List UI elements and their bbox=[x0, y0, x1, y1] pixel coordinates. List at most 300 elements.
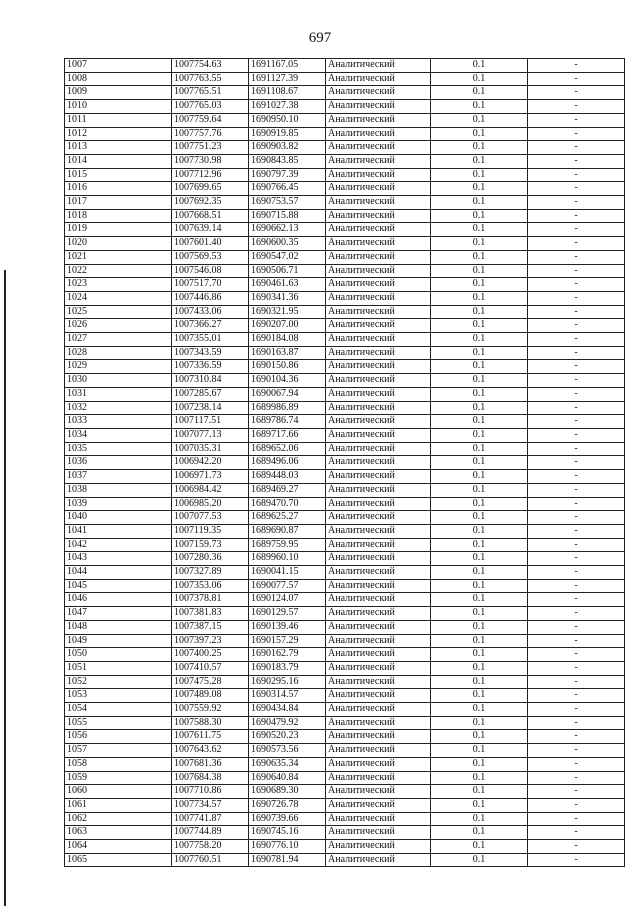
x-coordinate-cell: 1007754.63 bbox=[172, 59, 249, 73]
method-cell: Аналитический bbox=[326, 497, 431, 511]
x-coordinate-cell: 1007353.06 bbox=[172, 579, 249, 593]
y-coordinate-cell: 1690129.57 bbox=[249, 607, 326, 621]
note-cell: - bbox=[528, 72, 625, 86]
x-coordinate-cell: 1007400.25 bbox=[172, 648, 249, 662]
error-cell: 0.1 bbox=[431, 86, 528, 100]
y-coordinate-cell: 1690766.45 bbox=[249, 182, 326, 196]
method-cell: Аналитический bbox=[326, 100, 431, 114]
error-cell: 0.1 bbox=[431, 250, 528, 264]
method-cell: Аналитический bbox=[326, 305, 431, 319]
point-number-cell: 1013 bbox=[65, 141, 172, 155]
x-coordinate-cell: 1007588.30 bbox=[172, 716, 249, 730]
x-coordinate-cell: 1007336.59 bbox=[172, 360, 249, 374]
method-cell: Аналитический bbox=[326, 524, 431, 538]
error-cell: 0.1 bbox=[431, 566, 528, 580]
note-cell: - bbox=[528, 456, 625, 470]
table-row bbox=[65, 483, 625, 497]
point-number-cell: 1025 bbox=[65, 305, 172, 319]
error-cell: 0.1 bbox=[431, 607, 528, 621]
note-cell: - bbox=[528, 798, 625, 812]
note-cell: - bbox=[528, 237, 625, 251]
error-cell: 0.1 bbox=[431, 182, 528, 196]
note-cell: - bbox=[528, 511, 625, 525]
point-number-cell: 1056 bbox=[65, 730, 172, 744]
x-coordinate-cell: 1007559.92 bbox=[172, 703, 249, 717]
error-cell: 0.1 bbox=[431, 785, 528, 799]
error-cell: 0.1 bbox=[431, 771, 528, 785]
method-cell: Аналитический bbox=[326, 250, 431, 264]
x-coordinate-cell: 1007763.55 bbox=[172, 72, 249, 86]
y-coordinate-cell: 1689786.74 bbox=[249, 415, 326, 429]
x-coordinate-cell: 1007759.64 bbox=[172, 113, 249, 127]
table-row bbox=[65, 524, 625, 538]
y-coordinate-cell: 1690207.00 bbox=[249, 319, 326, 333]
error-cell: 0.1 bbox=[431, 730, 528, 744]
note-cell: - bbox=[528, 264, 625, 278]
point-number-cell: 1046 bbox=[65, 593, 172, 607]
x-coordinate-cell: 1007410.57 bbox=[172, 661, 249, 675]
method-cell: Аналитический bbox=[326, 154, 431, 168]
method-cell: Аналитический bbox=[326, 826, 431, 840]
y-coordinate-cell: 1691127.39 bbox=[249, 72, 326, 86]
note-cell: - bbox=[528, 415, 625, 429]
table-row bbox=[65, 716, 625, 730]
point-number-cell: 1048 bbox=[65, 620, 172, 634]
error-cell: 0.1 bbox=[431, 387, 528, 401]
error-cell: 0.1 bbox=[431, 100, 528, 114]
x-coordinate-cell: 1007119.35 bbox=[172, 524, 249, 538]
table-row bbox=[65, 442, 625, 456]
y-coordinate-cell: 1689986.89 bbox=[249, 401, 326, 415]
table-row bbox=[65, 360, 625, 374]
point-number-cell: 1018 bbox=[65, 209, 172, 223]
point-number-cell: 1039 bbox=[65, 497, 172, 511]
method-cell: Аналитический bbox=[326, 579, 431, 593]
point-number-cell: 1060 bbox=[65, 785, 172, 799]
y-coordinate-cell: 1690184.08 bbox=[249, 333, 326, 347]
point-number-cell: 1064 bbox=[65, 840, 172, 854]
table-row bbox=[65, 648, 625, 662]
point-number-cell: 1043 bbox=[65, 552, 172, 566]
method-cell: Аналитический bbox=[326, 538, 431, 552]
y-coordinate-cell: 1691108.67 bbox=[249, 86, 326, 100]
method-cell: Аналитический bbox=[326, 346, 431, 360]
x-coordinate-cell: 1007397.23 bbox=[172, 634, 249, 648]
x-coordinate-cell: 1007310.84 bbox=[172, 374, 249, 388]
error-cell: 0.1 bbox=[431, 442, 528, 456]
table-row bbox=[65, 607, 625, 621]
note-cell: - bbox=[528, 566, 625, 580]
table-row bbox=[65, 840, 625, 854]
error-cell: 0.1 bbox=[431, 812, 528, 826]
x-coordinate-cell: 1007035.31 bbox=[172, 442, 249, 456]
point-number-cell: 1038 bbox=[65, 483, 172, 497]
error-cell: 0.1 bbox=[431, 127, 528, 141]
point-number-cell: 1037 bbox=[65, 470, 172, 484]
x-coordinate-cell: 1007611.75 bbox=[172, 730, 249, 744]
y-coordinate-cell: 1690520.23 bbox=[249, 730, 326, 744]
point-number-cell: 1052 bbox=[65, 675, 172, 689]
y-coordinate-cell: 1689469.27 bbox=[249, 483, 326, 497]
y-coordinate-cell: 1690314.57 bbox=[249, 689, 326, 703]
table-row bbox=[65, 620, 625, 634]
y-coordinate-cell: 1690150.86 bbox=[249, 360, 326, 374]
error-cell: 0.1 bbox=[431, 305, 528, 319]
method-cell: Аналитический bbox=[326, 264, 431, 278]
x-coordinate-cell: 1007433.06 bbox=[172, 305, 249, 319]
x-coordinate-cell: 1007760.51 bbox=[172, 853, 249, 867]
method-cell: Аналитический bbox=[326, 223, 431, 237]
y-coordinate-cell: 1689759.95 bbox=[249, 538, 326, 552]
x-coordinate-cell: 1007730.98 bbox=[172, 154, 249, 168]
method-cell: Аналитический bbox=[326, 716, 431, 730]
point-number-cell: 1022 bbox=[65, 264, 172, 278]
error-cell: 0.1 bbox=[431, 798, 528, 812]
error-cell: 0.1 bbox=[431, 675, 528, 689]
method-cell: Аналитический bbox=[326, 319, 431, 333]
error-cell: 0.1 bbox=[431, 168, 528, 182]
x-coordinate-cell: 1007684.38 bbox=[172, 771, 249, 785]
y-coordinate-cell: 1690600.35 bbox=[249, 237, 326, 251]
note-cell: - bbox=[528, 113, 625, 127]
error-cell: 0.1 bbox=[431, 333, 528, 347]
x-coordinate-cell: 1007765.03 bbox=[172, 100, 249, 114]
method-cell: Аналитический bbox=[326, 415, 431, 429]
x-coordinate-cell: 1007355.01 bbox=[172, 333, 249, 347]
note-cell: - bbox=[528, 703, 625, 717]
method-cell: Аналитический bbox=[326, 86, 431, 100]
x-coordinate-cell: 1007601.40 bbox=[172, 237, 249, 251]
y-coordinate-cell: 1690434.84 bbox=[249, 703, 326, 717]
point-number-cell: 1020 bbox=[65, 237, 172, 251]
error-cell: 0.1 bbox=[431, 72, 528, 86]
x-coordinate-cell: 1007741.87 bbox=[172, 812, 249, 826]
x-coordinate-cell: 1007159.73 bbox=[172, 538, 249, 552]
table-row bbox=[65, 168, 625, 182]
point-number-cell: 1041 bbox=[65, 524, 172, 538]
x-coordinate-cell: 1007668.51 bbox=[172, 209, 249, 223]
error-cell: 0.1 bbox=[431, 113, 528, 127]
method-cell: Аналитический bbox=[326, 853, 431, 867]
note-cell: - bbox=[528, 552, 625, 566]
note-cell: - bbox=[528, 538, 625, 552]
x-coordinate-cell: 1007446.86 bbox=[172, 291, 249, 305]
note-cell: - bbox=[528, 593, 625, 607]
x-coordinate-cell: 1007744.89 bbox=[172, 826, 249, 840]
table-body bbox=[65, 59, 625, 867]
point-number-cell: 1009 bbox=[65, 86, 172, 100]
x-coordinate-cell: 1007758.20 bbox=[172, 840, 249, 854]
error-cell: 0.1 bbox=[431, 757, 528, 771]
y-coordinate-cell: 1690295.16 bbox=[249, 675, 326, 689]
method-cell: Аналитический bbox=[326, 333, 431, 347]
x-coordinate-cell: 1007489.08 bbox=[172, 689, 249, 703]
y-coordinate-cell: 1690573.56 bbox=[249, 744, 326, 758]
y-coordinate-cell: 1690077.57 bbox=[249, 579, 326, 593]
table-row bbox=[65, 100, 625, 114]
method-cell: Аналитический bbox=[326, 360, 431, 374]
point-number-cell: 1030 bbox=[65, 374, 172, 388]
method-cell: Аналитический bbox=[326, 566, 431, 580]
error-cell: 0.1 bbox=[431, 428, 528, 442]
table-row bbox=[65, 86, 625, 100]
table-row bbox=[65, 223, 625, 237]
y-coordinate-cell: 1690903.82 bbox=[249, 141, 326, 155]
error-cell: 0.1 bbox=[431, 415, 528, 429]
x-coordinate-cell: 1007712.96 bbox=[172, 168, 249, 182]
error-cell: 0.1 bbox=[431, 826, 528, 840]
error-cell: 0.1 bbox=[431, 511, 528, 525]
table-row bbox=[65, 771, 625, 785]
table-row bbox=[65, 401, 625, 415]
point-number-cell: 1051 bbox=[65, 661, 172, 675]
y-coordinate-cell: 1690843.85 bbox=[249, 154, 326, 168]
x-coordinate-cell: 1007734.57 bbox=[172, 798, 249, 812]
error-cell: 0.1 bbox=[431, 703, 528, 717]
x-coordinate-cell: 1007280.36 bbox=[172, 552, 249, 566]
error-cell: 0.1 bbox=[431, 237, 528, 251]
point-number-cell: 1061 bbox=[65, 798, 172, 812]
y-coordinate-cell: 1689470.70 bbox=[249, 497, 326, 511]
y-coordinate-cell: 1690461.63 bbox=[249, 278, 326, 292]
point-number-cell: 1011 bbox=[65, 113, 172, 127]
table-row bbox=[65, 757, 625, 771]
y-coordinate-cell: 1691027.38 bbox=[249, 100, 326, 114]
error-cell: 0.1 bbox=[431, 593, 528, 607]
table-row bbox=[65, 113, 625, 127]
table-row bbox=[65, 182, 625, 196]
point-number-cell: 1014 bbox=[65, 154, 172, 168]
point-number-cell: 1065 bbox=[65, 853, 172, 867]
point-number-cell: 1024 bbox=[65, 291, 172, 305]
method-cell: Аналитический bbox=[326, 168, 431, 182]
table-row bbox=[65, 305, 625, 319]
method-cell: Аналитический bbox=[326, 620, 431, 634]
page-number: 697 bbox=[308, 30, 332, 46]
x-coordinate-cell: 1007285.67 bbox=[172, 387, 249, 401]
note-cell: - bbox=[528, 716, 625, 730]
table-row bbox=[65, 141, 625, 155]
table-row bbox=[65, 703, 625, 717]
y-coordinate-cell: 1690739.66 bbox=[249, 812, 326, 826]
table-row bbox=[65, 154, 625, 168]
y-coordinate-cell: 1690506.71 bbox=[249, 264, 326, 278]
method-cell: Аналитический bbox=[326, 744, 431, 758]
table-row bbox=[65, 346, 625, 360]
note-cell: - bbox=[528, 333, 625, 347]
error-cell: 0.1 bbox=[431, 853, 528, 867]
point-number-cell: 1029 bbox=[65, 360, 172, 374]
note-cell: - bbox=[528, 607, 625, 621]
method-cell: Аналитический bbox=[326, 209, 431, 223]
method-cell: Аналитический bbox=[326, 127, 431, 141]
point-number-cell: 1031 bbox=[65, 387, 172, 401]
note-cell: - bbox=[528, 59, 625, 73]
point-number-cell: 1049 bbox=[65, 634, 172, 648]
point-number-cell: 1054 bbox=[65, 703, 172, 717]
table-row bbox=[65, 59, 625, 73]
table-row bbox=[65, 661, 625, 675]
note-cell: - bbox=[528, 470, 625, 484]
method-cell: Аналитический bbox=[326, 634, 431, 648]
note-cell: - bbox=[528, 744, 625, 758]
note-cell: - bbox=[528, 442, 625, 456]
point-number-cell: 1057 bbox=[65, 744, 172, 758]
point-number-cell: 1023 bbox=[65, 278, 172, 292]
y-coordinate-cell: 1689652.06 bbox=[249, 442, 326, 456]
table-row bbox=[65, 634, 625, 648]
y-coordinate-cell: 1689690.87 bbox=[249, 524, 326, 538]
y-coordinate-cell: 1689496.06 bbox=[249, 456, 326, 470]
y-coordinate-cell: 1690689.30 bbox=[249, 785, 326, 799]
y-coordinate-cell: 1690321.95 bbox=[249, 305, 326, 319]
y-coordinate-cell: 1689625.27 bbox=[249, 511, 326, 525]
point-number-cell: 1027 bbox=[65, 333, 172, 347]
method-cell: Аналитический bbox=[326, 428, 431, 442]
error-cell: 0.1 bbox=[431, 278, 528, 292]
method-cell: Аналитический bbox=[326, 703, 431, 717]
y-coordinate-cell: 1690067.94 bbox=[249, 387, 326, 401]
table-row bbox=[65, 552, 625, 566]
error-cell: 0.1 bbox=[431, 620, 528, 634]
x-coordinate-cell: 1007387.15 bbox=[172, 620, 249, 634]
x-coordinate-cell: 1007366.27 bbox=[172, 319, 249, 333]
method-cell: Аналитический bbox=[326, 456, 431, 470]
method-cell: Аналитический bbox=[326, 689, 431, 703]
method-cell: Аналитический bbox=[326, 483, 431, 497]
error-cell: 0.1 bbox=[431, 360, 528, 374]
note-cell: - bbox=[528, 346, 625, 360]
x-coordinate-cell: 1007710.86 bbox=[172, 785, 249, 799]
table-row bbox=[65, 415, 625, 429]
method-cell: Аналитический bbox=[326, 470, 431, 484]
error-cell: 0.1 bbox=[431, 634, 528, 648]
method-cell: Аналитический bbox=[326, 387, 431, 401]
table-row bbox=[65, 579, 625, 593]
y-coordinate-cell: 1690919.85 bbox=[249, 127, 326, 141]
y-coordinate-cell: 1690124.07 bbox=[249, 593, 326, 607]
method-cell: Аналитический bbox=[326, 552, 431, 566]
note-cell: - bbox=[528, 154, 625, 168]
method-cell: Аналитический bbox=[326, 511, 431, 525]
binding-margin-line bbox=[4, 270, 6, 906]
note-cell: - bbox=[528, 374, 625, 388]
method-cell: Аналитический bbox=[326, 182, 431, 196]
x-coordinate-cell: 1007765.51 bbox=[172, 86, 249, 100]
point-number-cell: 1059 bbox=[65, 771, 172, 785]
method-cell: Аналитический bbox=[326, 675, 431, 689]
table-row bbox=[65, 456, 625, 470]
y-coordinate-cell: 1691167.05 bbox=[249, 59, 326, 73]
point-number-cell: 1021 bbox=[65, 250, 172, 264]
method-cell: Аналитический bbox=[326, 291, 431, 305]
x-coordinate-cell: 1006985.20 bbox=[172, 497, 249, 511]
x-coordinate-cell: 1007569.53 bbox=[172, 250, 249, 264]
note-cell: - bbox=[528, 127, 625, 141]
point-number-cell: 1040 bbox=[65, 511, 172, 525]
note-cell: - bbox=[528, 141, 625, 155]
x-coordinate-cell: 1007327.89 bbox=[172, 566, 249, 580]
x-coordinate-cell: 1007378.81 bbox=[172, 593, 249, 607]
table-row bbox=[65, 374, 625, 388]
error-cell: 0.1 bbox=[431, 661, 528, 675]
point-number-cell: 1053 bbox=[65, 689, 172, 703]
table-row bbox=[65, 730, 625, 744]
x-coordinate-cell: 1007643.62 bbox=[172, 744, 249, 758]
note-cell: - bbox=[528, 401, 625, 415]
method-cell: Аналитический bbox=[326, 72, 431, 86]
point-number-cell: 1026 bbox=[65, 319, 172, 333]
note-cell: - bbox=[528, 840, 625, 854]
method-cell: Аналитический bbox=[326, 840, 431, 854]
error-cell: 0.1 bbox=[431, 223, 528, 237]
table-row bbox=[65, 826, 625, 840]
error-cell: 0.1 bbox=[431, 648, 528, 662]
method-cell: Аналитический bbox=[326, 771, 431, 785]
table-row bbox=[65, 566, 625, 580]
note-cell: - bbox=[528, 86, 625, 100]
note-cell: - bbox=[528, 483, 625, 497]
point-number-cell: 1012 bbox=[65, 127, 172, 141]
note-cell: - bbox=[528, 812, 625, 826]
table-row bbox=[65, 278, 625, 292]
table-row bbox=[65, 812, 625, 826]
table-row bbox=[65, 264, 625, 278]
x-coordinate-cell: 1007699.65 bbox=[172, 182, 249, 196]
y-coordinate-cell: 1690715.88 bbox=[249, 209, 326, 223]
note-cell: - bbox=[528, 648, 625, 662]
point-number-cell: 1032 bbox=[65, 401, 172, 415]
y-coordinate-cell: 1690162.79 bbox=[249, 648, 326, 662]
point-number-cell: 1016 bbox=[65, 182, 172, 196]
note-cell: - bbox=[528, 771, 625, 785]
point-number-cell: 1055 bbox=[65, 716, 172, 730]
note-cell: - bbox=[528, 524, 625, 538]
error-cell: 0.1 bbox=[431, 319, 528, 333]
error-cell: 0.1 bbox=[431, 59, 528, 73]
method-cell: Аналитический bbox=[326, 798, 431, 812]
note-cell: - bbox=[528, 689, 625, 703]
point-number-cell: 1063 bbox=[65, 826, 172, 840]
note-cell: - bbox=[528, 196, 625, 210]
note-cell: - bbox=[528, 387, 625, 401]
y-coordinate-cell: 1690950.10 bbox=[249, 113, 326, 127]
method-cell: Аналитический bbox=[326, 442, 431, 456]
method-cell: Аналитический bbox=[326, 196, 431, 210]
table-row bbox=[65, 470, 625, 484]
x-coordinate-cell: 1007751.23 bbox=[172, 141, 249, 155]
table-row bbox=[65, 237, 625, 251]
note-cell: - bbox=[528, 853, 625, 867]
y-coordinate-cell: 1690726.78 bbox=[249, 798, 326, 812]
point-number-cell: 1015 bbox=[65, 168, 172, 182]
note-cell: - bbox=[528, 428, 625, 442]
point-number-cell: 1036 bbox=[65, 456, 172, 470]
error-cell: 0.1 bbox=[431, 840, 528, 854]
note-cell: - bbox=[528, 223, 625, 237]
method-cell: Аналитический bbox=[326, 374, 431, 388]
error-cell: 0.1 bbox=[431, 538, 528, 552]
point-number-cell: 1017 bbox=[65, 196, 172, 210]
x-coordinate-cell: 1007517.70 bbox=[172, 278, 249, 292]
note-cell: - bbox=[528, 360, 625, 374]
y-coordinate-cell: 1690547.02 bbox=[249, 250, 326, 264]
error-cell: 0.1 bbox=[431, 497, 528, 511]
point-number-cell: 1050 bbox=[65, 648, 172, 662]
y-coordinate-cell: 1690753.57 bbox=[249, 196, 326, 210]
table-row bbox=[65, 127, 625, 141]
note-cell: - bbox=[528, 250, 625, 264]
